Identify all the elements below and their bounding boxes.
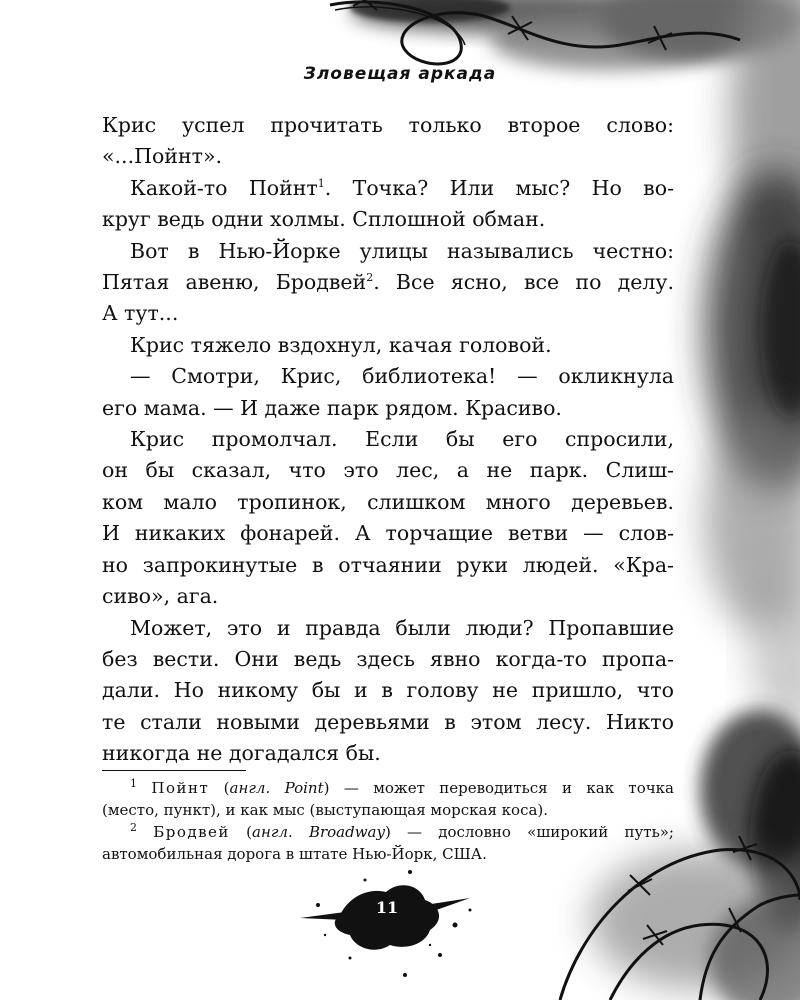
page-number-ink-splat [300,870,472,977]
right-ink-smoke [705,0,800,730]
footnote-ref-2: 2 [366,271,374,285]
text-line: ком мало тропинок, слишком много деревьев. [102,489,674,514]
footnote-2-continued: автомобильная дорога в штате Нью-Йорк, США. [102,845,487,863]
text-line: Пятая авеню, Бродвей$^2$. Все ясно, все по делу. [102,270,674,295]
text-line: дали. Но никому бы и в голову не пришло, что [102,678,674,703]
running-header-title: Зловещая аркада [303,64,497,84]
text-line: он бы сказал, что это лес, а не парк. Слиш- [102,458,674,483]
text-line: без вести. Они ведь здесь явно когда-то пропа- [102,646,674,671]
text-line: А тут... [102,301,179,326]
text-line: — Смотри, Крис, библиотека! — окликнула [130,364,674,389]
text-line: «...Пойнт». [102,144,223,169]
text-line: те стали новыми деревьями в этом лесу. Никто [102,709,674,734]
footnote-1: $^1$ Пойнт (англ. Point) — может переводиться и как точка [130,777,674,797]
text-line: никогда не догадался бы. [102,741,381,766]
text-line: но запрокинутые в отчаянии руки людей. «Кра- [102,552,674,577]
text-line: Крис успел прочитать только второе слово: [102,113,674,137]
text-line: Вот в Нью-Йорке улицы назывались честно: [130,238,674,263]
text-line: круг ведь одни холмы. Сплошной обман. [102,207,546,232]
text-line: Крис промолчал. Если бы его спросили, [130,427,674,452]
text-line: сиво», ага. [102,584,219,609]
body-text [102,110,674,770]
text-line: его мама. — И даже парк рядом. Красиво. [102,395,562,420]
footnotes [102,777,674,865]
text-line: И никаких фонарей. А торчащие ветви — слов- [102,521,674,546]
footnote-1-continued: (место, пункт), и как мыс (выступающая морская коса). [102,801,549,819]
page-number: 11 [375,898,399,917]
text-line: Крис тяжело вздохнул, качая головой. [130,332,552,357]
footnote-divider [102,770,246,771]
text-line: Может, это и правда были люди? Пропавшие [130,615,674,640]
footnote-2: $^2$ Бродвей (англ. Broadway) — дословно «широкий путь»; [130,821,674,841]
text-line: Какой-то Пойнт$^1$. Точка? Или мыс? Но во- [130,175,674,200]
footnote-ref-1: 1 [317,176,325,190]
